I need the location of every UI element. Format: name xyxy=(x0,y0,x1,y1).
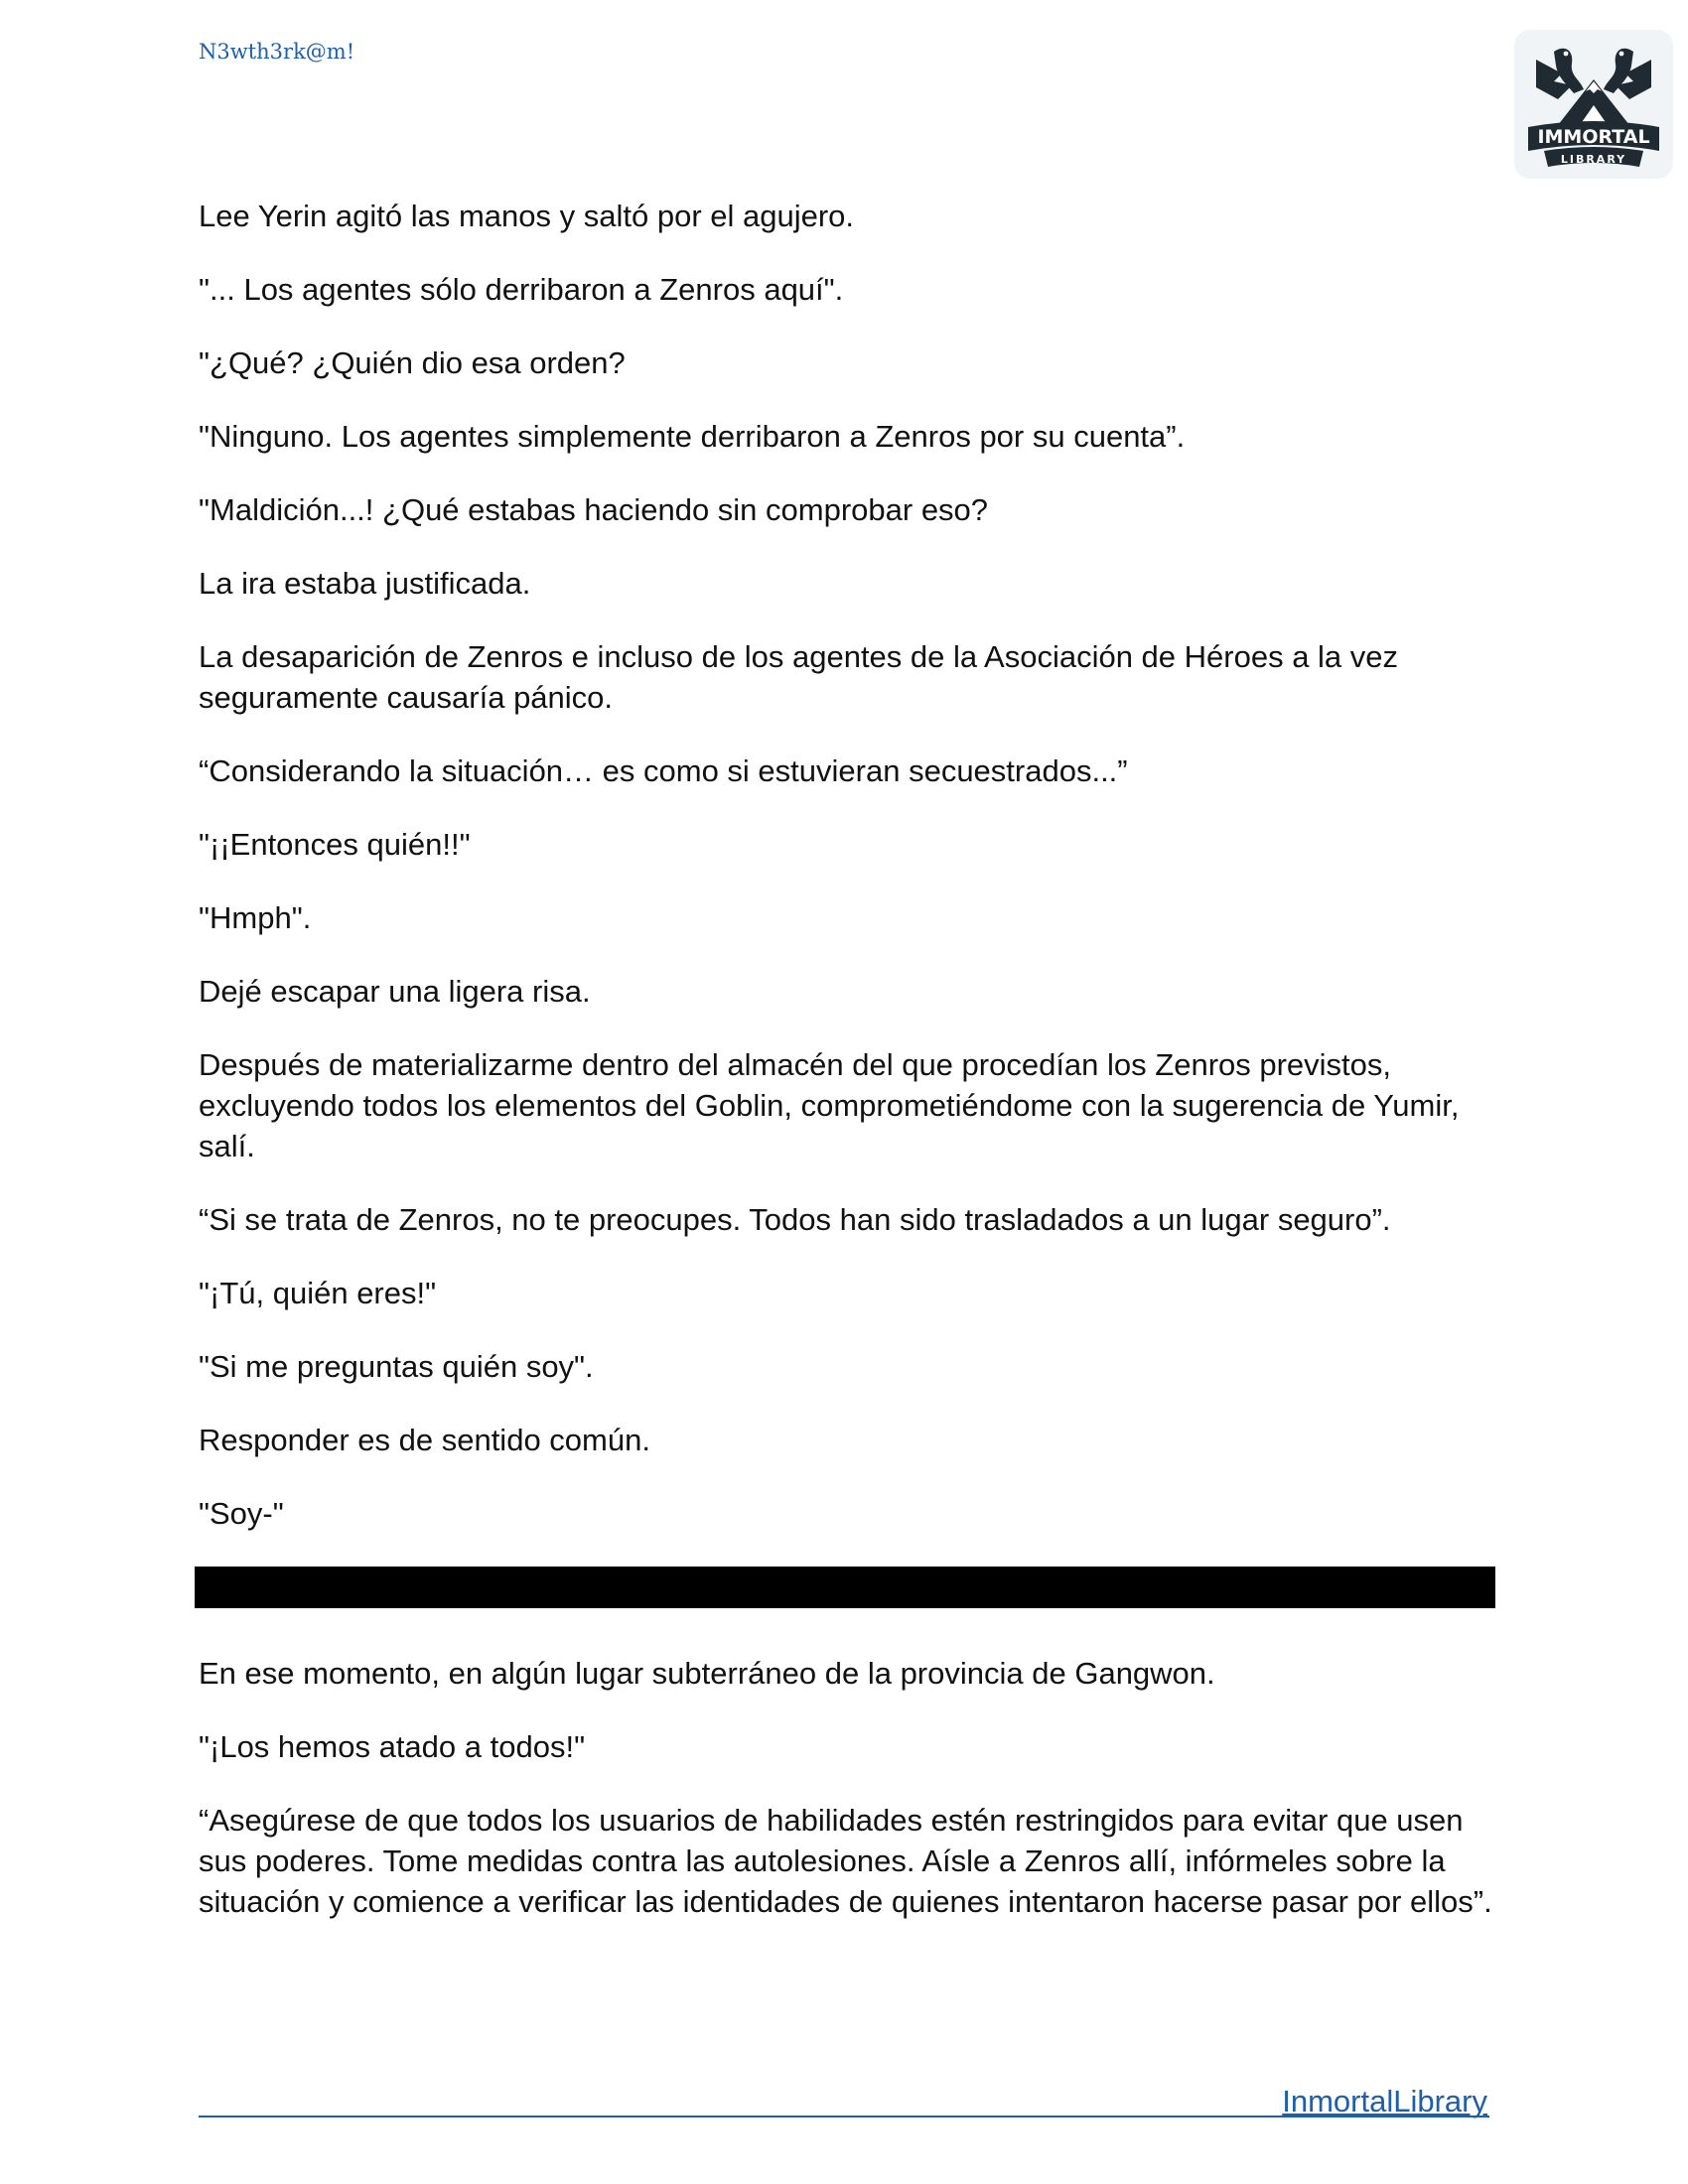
header-tag: N3wth3rk@m! xyxy=(199,40,355,64)
paragraph: En ese momento, en algún lugar subterráneo de la provincia de Gangwon. xyxy=(199,1656,1215,1691)
paragraph: "Maldición...! ¿Qué estabas haciendo sin comprobar eso? xyxy=(199,492,989,527)
immortal-library-logo-icon xyxy=(1514,30,1673,179)
scene-break-bar xyxy=(195,1567,1495,1608)
paragraph: “Asegúrese de que todos los usuarios de habilidades estén restringidos para evitar que usen sus poderes. Tome medidas contra las autolesiones. Aísle a Zenros allí, infórmeles sobre la situación y comience a verificar las identidades de quienes intentaron hacerse pasar por ellos”. xyxy=(199,1803,1492,1919)
paragraph: "... Los agentes sólo derribaron a Zenros aquí". xyxy=(199,272,844,307)
paragraph: "Ninguno. Los agentes simplemente derribaron a Zenros por su cuenta”. xyxy=(199,419,1186,454)
document-body xyxy=(199,196,1499,1955)
logo-line2: LIBRARY xyxy=(1560,153,1627,166)
paragraph: “Considerando la situación… es como si estuvieran secuestrados...” xyxy=(199,753,1128,788)
paragraph: "¡¡Entonces quién!!" xyxy=(199,827,471,862)
paragraph: "¡Los hemos atado a todos!" xyxy=(199,1729,586,1764)
paragraph: La ira estaba justificada. xyxy=(199,566,531,601)
paragraph: La desaparición de Zenros e incluso de los agentes de la Asociación de Héroes a la vez seguramente causaría pánico. xyxy=(199,639,1399,715)
paragraph: "Si me preguntas quién soy". xyxy=(199,1349,594,1384)
paragraph: Lee Yerin agitó las manos y saltó por el agujero. xyxy=(199,199,855,233)
paragraph: "Soy-" xyxy=(199,1496,284,1531)
paragraph: "¡Tú, quién eres!" xyxy=(199,1276,437,1310)
paragraph: "¿Qué? ¿Quién dio esa orden? xyxy=(199,345,626,380)
paragraph: Responder es de sentido común. xyxy=(199,1423,650,1457)
paragraph: “Si se trata de Zenros, no te preocupes. Todos han sido trasladados a un lugar seguro”. xyxy=(199,1202,1391,1237)
paragraph: "Hmph". xyxy=(199,900,312,935)
footer-link[interactable]: InmortalLibrary xyxy=(1282,2084,1487,2118)
logo-line1: IMMORTAL xyxy=(1537,126,1650,148)
paragraph: Dejé escapar una ligera risa. xyxy=(199,974,591,1009)
paragraph: Después de materializarme dentro del almacén del que procedían los Zenros previstos, excluyendo todos los elementos del Goblin, comprometiéndome con la sugerencia de Yumir, salí. xyxy=(199,1047,1460,1163)
